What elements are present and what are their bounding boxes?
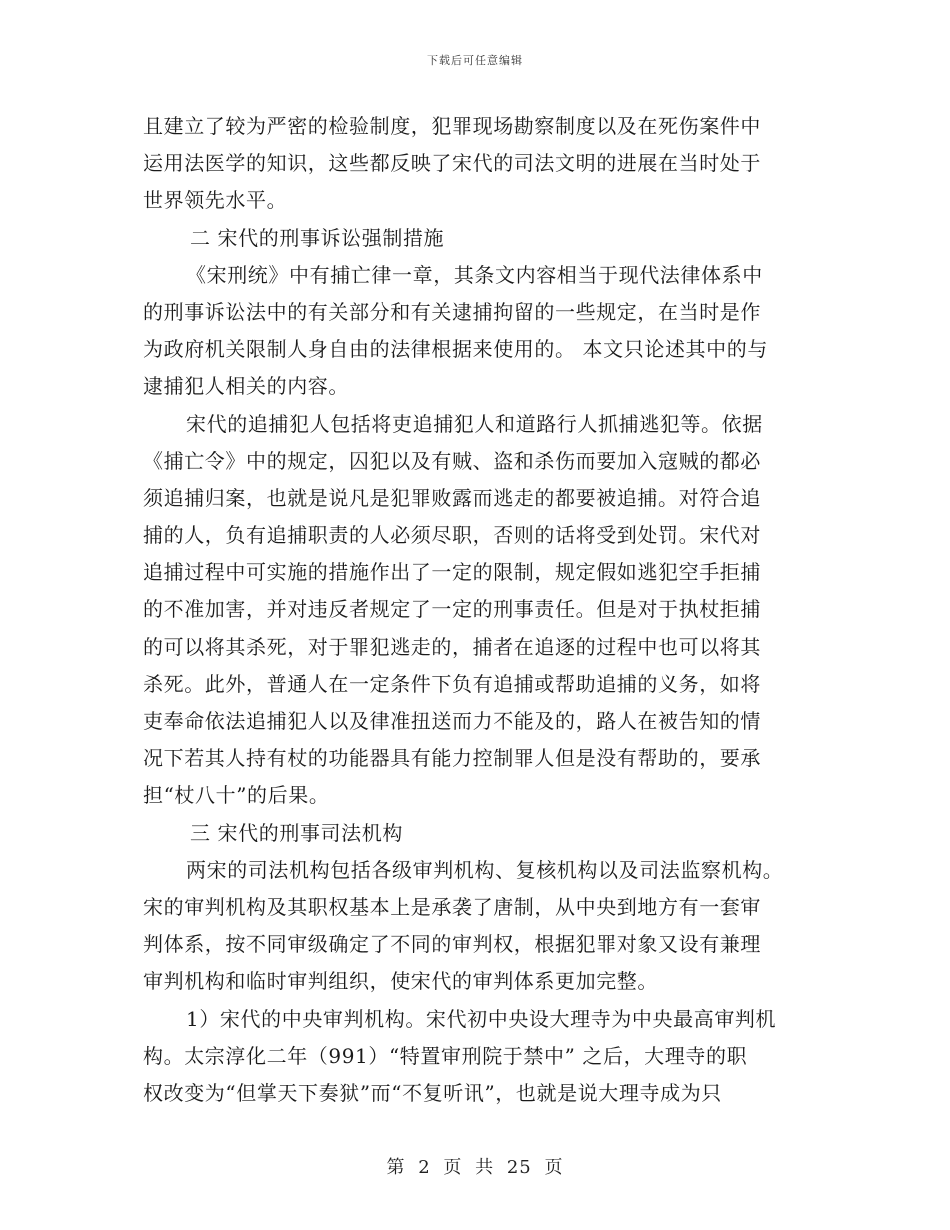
text-line: 吏奉命依法追捕犯人以及律准扭送而力不能及的，路人在被告知的情 — [143, 709, 761, 733]
text-line: 的不准加害，并对违反者规定了一定的刑事责任。但是对于执杖拒捕 — [143, 597, 761, 622]
text-line: 判体系，按不同审级确定了不同的审判权，根据犯罪对象又设有兼理 — [143, 932, 761, 957]
text-line: 《捕亡令》中的规定，囚犯以及有贼、盗和杀伤而要加入寇贼的都必 — [143, 448, 761, 473]
text-line: 审判机构和临时审判组织，使宋代的审判体系更加完整。 — [143, 969, 658, 994]
section-heading: 三 宋代的刑事司法机构 — [190, 820, 403, 845]
text-line: 《宋刑统》中有捕亡律一章，其条文内容相当于现代法律体系中 — [186, 262, 763, 287]
page-footer: 第 2 页 共 25 页 — [386, 1157, 564, 1178]
text-line: 构。太宗淳化二年（991）“特置审刑院于禁中” 之后，大理寺的职 — [143, 1043, 748, 1068]
text-line: 逮捕犯人相关的内容。 — [143, 374, 349, 399]
section-heading: 二 宋代的刑事诉讼强制措施 — [190, 225, 445, 250]
body-text — [143, 108, 811, 1112]
text-line: 运用法医学的知识，这些都反映了宋代的司法文明的进展在当时处于 — [143, 151, 761, 176]
text-line: 的可以将其杀死，对于罪犯逃走的，捕者在追逐的过程中也可以将其 — [143, 634, 761, 659]
text-line: 追捕过程中可实施的措施作出了一定的限制，规定假如逃犯空手拒捕 — [143, 560, 761, 585]
text-line: 宋的审判机构及其职权基本上是承袭了唐制，从中央到地方有一套审 — [143, 894, 761, 919]
text-line: 两宋的司法机构包括各级审判机构、复核机构以及司法监察机构。 — [186, 857, 784, 882]
text-line: 的刑事诉讼法中的有关部分和有关逮捕拘留的一些规定，在当时是作 — [143, 299, 761, 324]
text-line: 权改变为“但掌天下奏狱”而“不复听讯”，也就是说大理寺成为只 — [143, 1080, 722, 1105]
text-line: 况下若其人持有杖的功能器具有能力控制罪人但是没有帮助的，要承 — [143, 746, 761, 771]
text-line: 为政府机关限制人身自由的法律根据来使用的。 本文只论述其中的与 — [143, 337, 768, 362]
page-header: 下载后可任意编辑 — [427, 54, 523, 67]
text-line: 杀死。此外，普通人在一定条件下负有追捕或帮助追捕的义务，如将 — [143, 671, 761, 696]
text-line: 宋代的追捕犯人包括将吏追捕犯人和道路行人抓捕逃犯等。依据 — [186, 411, 763, 436]
text-line: 世界领先水平。 — [143, 188, 288, 213]
text-line: 担“杖八十”的后果。 — [143, 783, 330, 808]
text-line: 须追捕归案，也就是说凡是犯罪败露而逃走的都要被追捕。对符合追 — [143, 485, 761, 510]
text-line: 且建立了较为严密的检验制度，犯罪现场勘察制度以及在死伤案件中 — [143, 114, 761, 138]
text-line: 1）宋代的中央审判机构。宋代初中央设大理寺为中央最高审判机 — [186, 1006, 777, 1031]
text-line: 捕的人，负有追捕职责的人必须尽职，否则的话将受到处罚。宋代对 — [143, 523, 761, 548]
